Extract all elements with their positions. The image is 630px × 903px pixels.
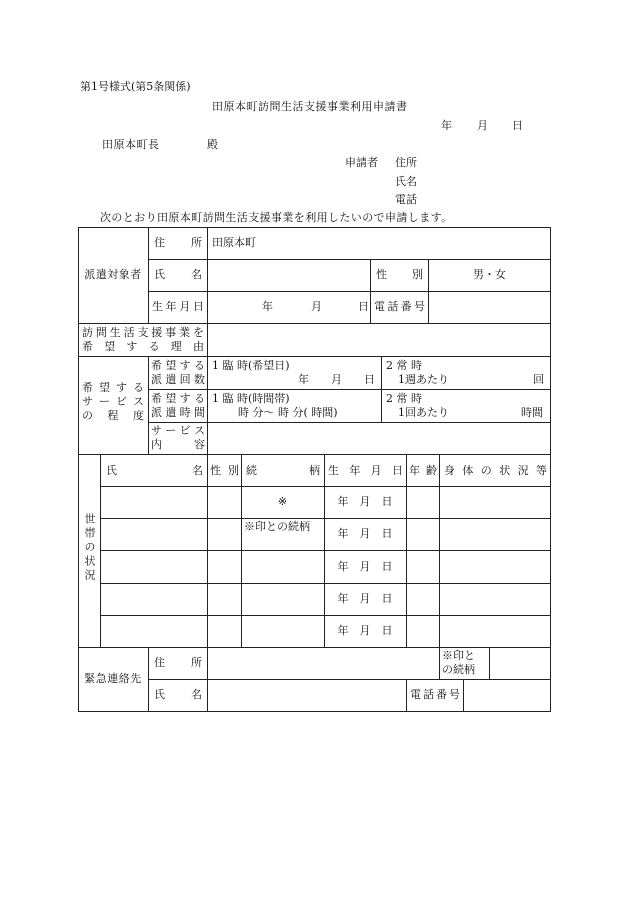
- count-option2-unit: 1週あたり: [398, 373, 449, 386]
- count-option2-label: 2 常 時: [386, 359, 422, 372]
- time-label-line1: 希望する: [151, 392, 205, 405]
- household-section-label: 世帯の状況: [83, 513, 96, 583]
- count-option2-suffix: 回: [533, 373, 544, 386]
- date-year-label: 年: [441, 119, 452, 132]
- emergency-address-label: 住所: [154, 656, 202, 669]
- form-title: 田原本町訪問生活支援事業利用申請書: [212, 100, 408, 113]
- time-option2-label: 2 常 時: [386, 392, 422, 405]
- household-row5-birth: 年 月 日: [337, 624, 393, 637]
- emergency-phone-label: 電話番号: [410, 688, 460, 701]
- date-day-label: 日: [512, 119, 523, 132]
- target-address-value: 田原本町: [212, 236, 256, 249]
- count-option1-date: 年 月 日: [298, 373, 375, 386]
- count-label-line1: 希望する: [151, 359, 205, 372]
- target-phone-label: 電話番号: [374, 300, 425, 313]
- target-birth-label: 生年月日: [152, 300, 204, 313]
- applicant-address-label: 住所: [395, 156, 417, 169]
- time-option2-suffix: 時間: [521, 406, 543, 419]
- service-section-line2: サービス: [82, 395, 144, 408]
- household-col-name: 氏名: [106, 464, 203, 477]
- emergency-name-label: 氏名: [154, 688, 202, 701]
- emergency-relation-label-line2: の続柄: [442, 663, 475, 676]
- date-month-label: 月: [477, 119, 488, 132]
- household-col-relation: 続柄: [246, 464, 320, 477]
- time-option2-unit: 1回あたり: [398, 406, 449, 419]
- target-birth-year: 年: [262, 300, 273, 313]
- household-col-gender: 性別: [210, 464, 239, 477]
- household-col-age: 年齢: [409, 464, 437, 477]
- target-gender-label: 性別: [376, 268, 423, 281]
- target-gender-options: 男・女: [473, 268, 506, 281]
- applicant-name-label: 氏名: [395, 175, 417, 188]
- household-row4-birth: 年 月 日: [337, 592, 393, 605]
- time-option1-label: 1 臨 時(時間帯): [212, 392, 290, 405]
- applicant-phone-label: 電話: [395, 193, 417, 206]
- addressee: 田原本町長: [102, 138, 160, 151]
- reason-label-line2: 希望する理由: [82, 340, 204, 353]
- household-row2-birth: 年 月 日: [337, 527, 393, 540]
- time-option1-range: 時 分〜 時 分( 時間): [238, 406, 338, 419]
- form-number: 第1号様式(第5条関係): [80, 80, 191, 93]
- household-row3-birth: 年 月 日: [337, 560, 393, 573]
- count-option1-label: 1 臨 時(希望日): [212, 359, 290, 372]
- reason-label-line1: 訪問生活支援事業を: [82, 326, 204, 339]
- target-birth-day: 日: [358, 300, 369, 313]
- household-col-status: 身体の状況等: [444, 464, 547, 477]
- emergency-section-label: 緊急連絡先: [84, 672, 142, 685]
- time-label-line2: 派遣時間: [151, 406, 205, 419]
- target-name-label: 氏名: [154, 268, 202, 281]
- count-label-line2: 派遣回数: [151, 373, 205, 386]
- emergency-relation-label-line1: ※印と: [442, 649, 475, 662]
- household-mark-relation: ※印との続柄: [244, 520, 310, 533]
- target-address-label: 住所: [154, 236, 202, 249]
- target-birth-month: 月: [311, 300, 322, 313]
- applicant-label: 申請者: [345, 156, 378, 169]
- honorific: 殿: [207, 138, 218, 151]
- target-section-label: 派遣対象者: [84, 268, 142, 281]
- household-col-birth: 生年月日: [328, 464, 403, 477]
- intro-text: 次のとおり田原本町訪問生活支援事業を利用したいので申請します。: [100, 211, 453, 224]
- service-section-line3: の程度: [82, 409, 144, 422]
- household-row1-birth: 年 月 日: [337, 495, 393, 508]
- content-label-line1: サービス: [151, 424, 205, 437]
- content-label-line2: 内容: [151, 438, 205, 451]
- household-mark: ※: [277, 495, 288, 508]
- application-form-table: [78, 227, 551, 712]
- service-section-line1: 希望する: [82, 381, 144, 394]
